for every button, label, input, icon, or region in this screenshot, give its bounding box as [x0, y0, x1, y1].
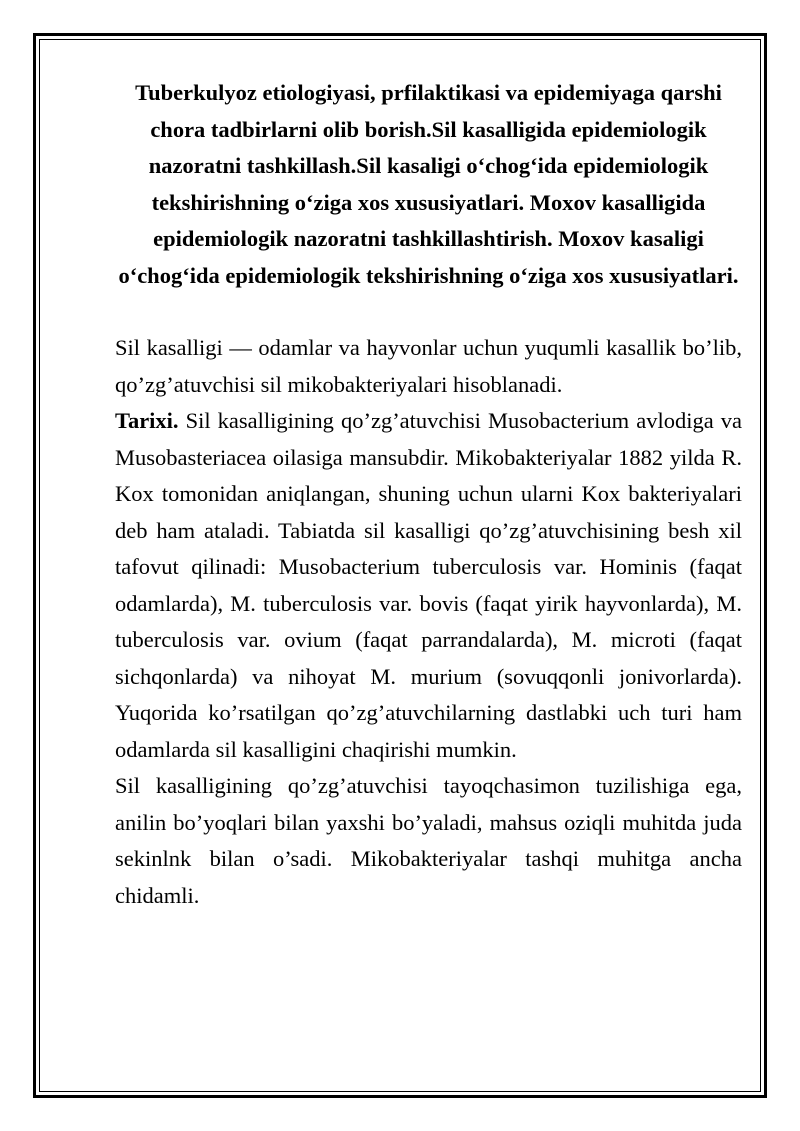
- paragraph-definition: Sil kasalligi — odamlar va hayvonlar uchun yuqumli kasallik bo’lib, qo’zg’atuvchisi sil mikobakteriyalari hisoblanadi.: [115, 335, 742, 397]
- history-text: Sil kasalligining qo’zg’atuvchisi Musobacterium avlodiga va Musobasteriacea oilasiga mansubdir. Mikobakteriyalar 1882 yilda R. Kox tomonidan aniqlangan, shuning uchun ularni Kox bakteriyalari deb ham ataladi. Tabiatda sil kasalligi qo’zg’atuvchisining besh xil tafovut qilinadi: Musobacterium tuberculosis var. Hominis (faqat odamlarda), M. tuberculosis var. bovis (faqat yirik hayvonlarda), M. tuberculosis var. ovium (faqat parrandalarda), M. microti (faqat sichqonlarda) va nihoyat M. murium (sovuqqonli jonivorlarda). Yuqorida ko’rsatilgan qo’zg’atuvchilarning dastlabki uch turi ham odamlarda sil kasalligini chaqirishi mumkin.: [115, 408, 742, 762]
- paragraph-history: [115, 403, 742, 768]
- spacer: [115, 294, 742, 330]
- paragraph-morphology: Sil kasalligining qo’zg’atuvchisi tayoqchasimon tuzilishiga ega, anilin bo’yoqlari bilan yaxshi bo’yaladi, mahsus oziqli muhitda juda sekinlnk bilan o’sadi. Mikobakteriyalar tashqi muhitga ancha chidamli.: [115, 773, 742, 908]
- history-label: Tarixi.: [115, 408, 179, 433]
- document-body: [115, 75, 742, 914]
- document-title: Tuberkulyoz etiologiyasi, prfilaktikasi va epidemiyaga qarshi chora tadbirlarni olib borish.Sil kasalligida epidemiologik nazoratni tashkillash.Sil kasaligi o‘chog‘ida epidemiologik tekshirishning o‘ziga xos xususiyatlari. Moxov kasalligida epidemiologik nazoratni tashkillashtirish. Moxov kasaligi o‘chog‘ida epidemiologik tekshirishning o‘ziga xos xususiyatlari.: [118, 80, 739, 288]
